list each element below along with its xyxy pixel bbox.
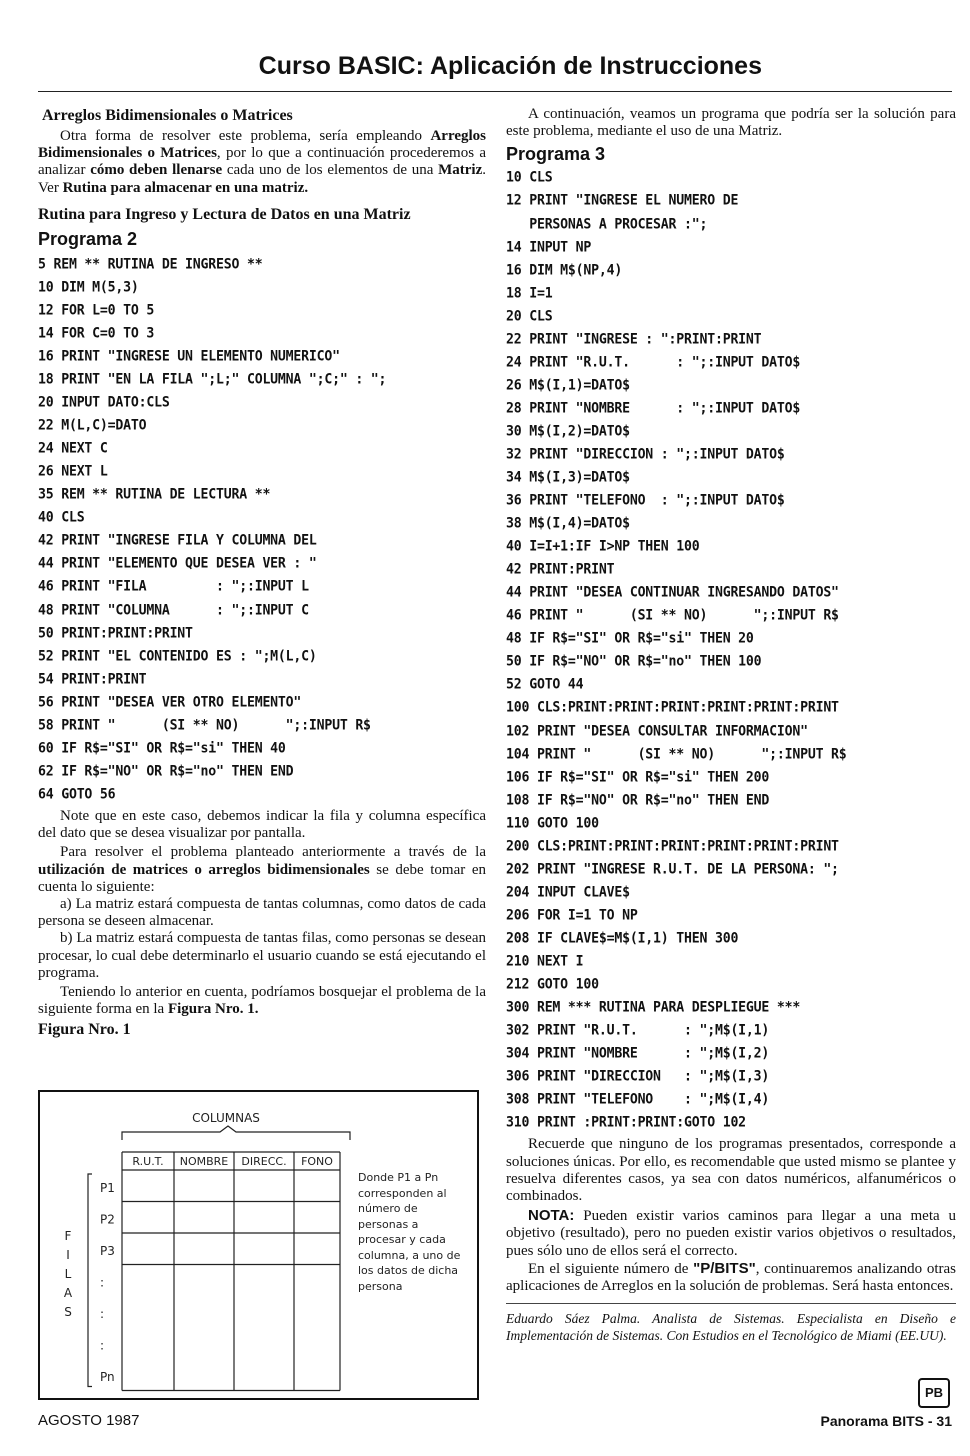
header-1: NOMBRE xyxy=(179,1155,229,1168)
program-3-line: 52 GOTO 44 xyxy=(506,677,584,694)
footer-page-number: Panorama BITS - 31 xyxy=(820,1413,952,1429)
program-2-line: 52 PRINT "EL CONTENIDO ES : ";M(L,C) xyxy=(38,648,317,665)
row-label-4: : xyxy=(100,1307,105,1321)
program-3-line: 200 CLS:PRINT:PRINT:PRINT:PRINT:PRINT:PRINT xyxy=(506,838,839,855)
columnas-bracket xyxy=(122,1126,350,1140)
program-3-line: 38 M$(I,4)=DATO$ xyxy=(506,516,630,533)
program-3-line: 210 NEXT I xyxy=(506,954,584,970)
intro-bold-4: Rutina para almacenar en una matriz. xyxy=(62,179,309,196)
footer-date: AGOSTO 1987 xyxy=(38,1412,140,1429)
author-credit: Eduardo Sáez Palma. Analista de Sistemas. Especialista en Diseño e Implementación de Sistemas. Con Estudios en el Tecnológico de Miami (EE.UU). xyxy=(506,1311,956,1344)
row-label-6: Pn xyxy=(100,1370,115,1384)
intro-text-2: , por lo que a continuación procederemos a analizar xyxy=(38,145,486,179)
program-2-line: 5 REM ** RUTINA DE INGRESO ** xyxy=(38,257,263,273)
section-title: Arreglos Bidimensionales o Matrices xyxy=(42,107,293,124)
program-3-line: 32 PRINT "DIRECCION : ";:INPUT DATO$ xyxy=(506,447,785,463)
figure-1 xyxy=(38,1090,479,1400)
para-2 xyxy=(38,844,486,896)
filas-letter-0: F xyxy=(64,1229,72,1243)
program-3-line: 10 CLS xyxy=(506,170,553,187)
program-3-line: 202 PRINT "INGRESE R.U.T. DE LA PERSONA: "; xyxy=(506,862,839,878)
program-2-line: 48 PRINT "COLUMNA : ";:INPUT C xyxy=(38,602,309,619)
next-text-2: , continuaremos analizando otras aplicaciones de Arreglos en la solución de problemas. Será hasta entonces. xyxy=(506,1260,957,1294)
program-3-line: 24 PRINT "R.U.T. : ";:INPUT DATO$ xyxy=(506,354,801,371)
program-3-line: 12 PRINT "INGRESE EL NUMERO DE xyxy=(506,193,739,210)
program-2-line: 24 NEXT C xyxy=(38,441,108,458)
program-3-line: 50 IF R$="NO" OR R$="no" THEN 100 xyxy=(506,654,762,671)
program-3-line: 310 PRINT :PRINT:PRINT:GOTO 102 xyxy=(506,1115,746,1132)
figure-note: Donde P1 a Pn corresponden al número de personas a procesar y cada columna, a uno de los datos de dicha persona xyxy=(358,1171,461,1293)
header-0: R.U.T. xyxy=(132,1155,164,1168)
item-b: b) La matriz estará compuesta de tantas filas, como personas se desean procesar, lo cual debe determinarlo el usuario cuando se está ejecutando el programa. xyxy=(38,930,486,981)
left-column xyxy=(38,106,486,1040)
program-2-line: 18 PRINT "EN LA FILA ";L;" COLUMNA ";C;" : "; xyxy=(38,372,387,388)
filas-letter-2: L xyxy=(64,1267,72,1281)
program-2-line: 50 PRINT:PRINT:PRINT xyxy=(38,625,193,642)
program-2-line: 22 M(L,C)=DATO xyxy=(38,418,147,435)
program-2-line: 20 INPUT DATO:CLS xyxy=(38,395,170,412)
program-3-line: 44 PRINT "DESEA CONTINUAR INGRESANDO DATOS" xyxy=(506,585,839,602)
intro-paragraph xyxy=(38,128,486,197)
program-2-code xyxy=(38,253,486,806)
next-text-1: En el siguiente número de xyxy=(528,1260,694,1277)
program-3-line: 42 PRINT:PRINT xyxy=(506,562,615,579)
program-3-line: 34 M$(I,3)=DATO$ xyxy=(506,470,630,486)
row-label-3: : xyxy=(100,1275,105,1290)
program-2-title: Programa 2 xyxy=(38,228,138,249)
program-3-title: Programa 3 xyxy=(506,144,606,165)
program-3-line: 106 IF R$="SI" OR R$="si" THEN 200 xyxy=(506,769,770,786)
next-paragraph xyxy=(506,1260,956,1295)
recuerde-paragraph: Recuerde que ninguno de los programas presentados, corresponde a soluciones únicas. Por ello, es recomendable que usted mismo se plantee y resuelva diferentes casos, ya sea con datos numéricos, alfanuméricos o combinados. xyxy=(506,1136,956,1204)
program-2-line: 64 GOTO 56 xyxy=(38,787,116,803)
program-2-line: 56 PRINT "DESEA VER OTRO ELEMENTO" xyxy=(38,694,302,711)
program-3-line: 110 GOTO 100 xyxy=(506,815,599,832)
figure-caption: Figura Nro. 1 xyxy=(38,1021,131,1039)
program-3-line: 302 PRINT "R.U.T. : ";M$(I,1) xyxy=(506,1023,770,1040)
program-3-line: 100 CLS:PRINT:PRINT:PRINT:PRINT:PRINT:PRINT xyxy=(506,700,839,717)
program-3-line: 28 PRINT "NOMBRE : ";:INPUT DATO$ xyxy=(506,401,801,417)
program-2-line: 35 REM ** RUTINA DE LECTURA ** xyxy=(38,487,271,504)
program-2-line: 26 NEXT L xyxy=(38,464,108,481)
right-column xyxy=(506,106,956,1344)
program-3-line: 300 REM *** RUTINA PARA DESPLIEGUE *** xyxy=(506,1000,801,1017)
program-3-code xyxy=(506,166,956,1134)
program-2-line: 16 PRINT "INGRESE UN ELEMENTO NUMERICO" xyxy=(38,349,340,365)
filas-bracket xyxy=(88,1174,92,1387)
intro-bold-3: Matriz xyxy=(438,162,483,179)
row-label-1: P2 xyxy=(100,1212,115,1227)
columnas-label: COLUMNAS xyxy=(192,1111,260,1125)
program-3-line: 108 IF R$="NO" OR R$="no" THEN END xyxy=(506,792,770,809)
filas-letter-4: S xyxy=(64,1305,72,1319)
note-paragraph: Note que en este caso, debemos indicar la fila y columna específica del dato que se desea visualizar por pantalla. xyxy=(38,807,486,842)
header-3: FONO xyxy=(301,1155,333,1168)
program-3-line: 208 IF CLAVE$=M$(I,1) THEN 300 xyxy=(506,931,739,947)
program-3-line: 104 PRINT " (SI ** NO) ";:INPUT R$ xyxy=(506,746,847,763)
pbits-mention: "P/BITS" xyxy=(693,1259,756,1277)
nota-label: NOTA: xyxy=(528,1207,575,1225)
program-2-line: 58 PRINT " (SI ** NO) ";:INPUT R$ xyxy=(38,717,371,734)
item-a: a) La matriz estará compuesta de tantas columnas, como datos de cada persona se deseen almacenar. xyxy=(38,895,486,930)
para-2-bold: utilización de matrices o arreglos bidimensionales xyxy=(38,861,370,878)
para-3 xyxy=(38,984,486,1018)
pb-logo: PB xyxy=(918,1378,950,1408)
program-3-line: 22 PRINT "INGRESE : ":PRINT:PRINT xyxy=(506,331,762,348)
program-3-line: 204 INPUT CLAVE$ xyxy=(506,885,630,901)
program-2-line: 44 PRINT "ELEMENTO QUE DESEA VER : " xyxy=(38,556,317,573)
program-3-line: 304 PRINT "NOMBRE : ";M$(I,2) xyxy=(506,1046,770,1063)
intro-bold-2: cómo deben llenarse xyxy=(90,162,223,179)
para-3-bold: Figura Nro. 1. xyxy=(167,1001,259,1018)
intro-text-3: cada uno de los elementos de una xyxy=(222,162,439,179)
row-label-5: : xyxy=(100,1338,105,1353)
routine-title: Rutina para Ingreso y Lectura de Datos en una Matriz xyxy=(38,205,411,223)
header-2: DIRECC. xyxy=(241,1155,287,1168)
program-3-line: 26 M$(I,1)=DATO$ xyxy=(506,378,630,394)
program-3-line: 18 I=1 xyxy=(506,285,553,302)
nota-paragraph xyxy=(506,1207,956,1260)
program-3-line: 212 GOTO 100 xyxy=(506,977,599,993)
author-block xyxy=(506,1303,956,1344)
program-2-line: 60 IF R$="SI" OR R$="si" THEN 40 xyxy=(38,740,286,757)
program-3-line: PERSONAS A PROCESAR :"; xyxy=(506,216,708,233)
program-2-line: 54 PRINT:PRINT xyxy=(38,671,147,688)
program-3-line: 308 PRINT "TELEFONO : ";M$(I,4) xyxy=(506,1092,770,1109)
para-2-text-1: Para resolver el problema planteado anteriormente a través de la xyxy=(60,844,486,861)
row-label-0: P1 xyxy=(100,1181,115,1195)
program-2-line: 62 IF R$="NO" OR R$="no" THEN END xyxy=(38,764,294,780)
program-3-line: 20 CLS xyxy=(506,308,553,325)
para-3-text: Teniendo lo anterior en cuenta, podríamos bosquejar el problema de la siguiente forma en la xyxy=(38,983,486,1018)
program-3-line: 16 DIM M$(NP,4) xyxy=(506,262,623,279)
intro-bold-1: Arreglos Bidimensionales o Matrices xyxy=(38,128,486,162)
program-2-line: 12 FOR L=0 TO 5 xyxy=(38,303,155,319)
row-label-2: P3 xyxy=(100,1244,115,1258)
nota-text: Pueden existir varios caminos para llegar a una meta u objetivo (resultado), pero no pueden existir varios objetivos o resultados, pues sólo uno de ellos será el correcto. xyxy=(506,1208,956,1259)
program-3-line: 206 FOR I=1 TO NP xyxy=(506,908,638,924)
program-3-line: 36 PRINT "TELEFONO : ";:INPUT DATO$ xyxy=(506,493,785,510)
program-2-line: 42 PRINT "INGRESE FILA Y COLUMNA DEL xyxy=(38,533,317,550)
header-rule xyxy=(38,91,952,92)
program-2-line: 14 FOR C=0 TO 3 xyxy=(38,326,155,342)
intro-text-1: Otra forma de resolver este problema, sería empleando xyxy=(60,128,431,144)
program-3-line: 30 M$(I,2)=DATO$ xyxy=(506,424,630,440)
program-2-line: 40 CLS xyxy=(38,510,85,527)
filas-letter-1: I xyxy=(66,1248,70,1262)
program-2-line: 10 DIM M(5,3) xyxy=(38,280,139,296)
program-3-line: 102 PRINT "DESEA CONSULTAR INFORMACION" xyxy=(506,723,808,740)
para-2-text-2: se debe tomar en cuenta lo siguiente: xyxy=(38,861,486,895)
page-title: Curso BASIC: Aplicación de Instrucciones xyxy=(258,52,762,80)
right-intro: A continuación, veamos un programa que podría ser la solución para este problema, mediante el uso de una Matriz. xyxy=(506,106,956,140)
filas-letter-3: A xyxy=(63,1286,73,1300)
program-3-line: 14 INPUT NP xyxy=(506,239,592,256)
program-3-line: 48 IF R$="SI" OR R$="si" THEN 20 xyxy=(506,631,754,648)
program-3-line: 40 I=I+1:IF I>NP THEN 100 xyxy=(506,539,700,556)
program-2-line: 46 PRINT "FILA : ";:INPUT L xyxy=(38,579,309,596)
intro-text-4: . Ver xyxy=(38,162,487,196)
program-3-line: 306 PRINT "DIRECCION : ";M$(I,3) xyxy=(506,1069,770,1086)
program-3-line: 46 PRINT " (SI ** NO) ";:INPUT R$ xyxy=(506,608,839,625)
